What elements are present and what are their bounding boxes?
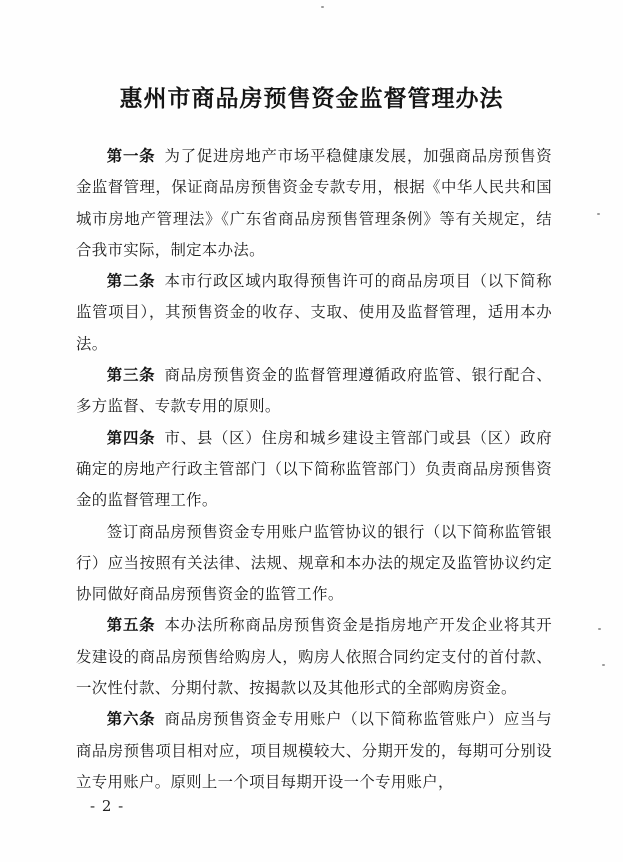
article-text: 市、县（区）住房和城乡建设主管部门或县（区）政府确定的房地产行政主管部门（以下简称监管部门）负责商品房预售资金的监督管理工作。 <box>76 428 552 510</box>
page-number: - 2 - <box>90 797 125 815</box>
article-number: 第四条 <box>106 428 156 447</box>
article-number: 第三条 <box>106 366 156 385</box>
paragraph-article-6 <box>76 704 552 798</box>
article-number: 第六条 <box>106 710 156 729</box>
paragraph-article-5 <box>76 610 552 704</box>
article-text: 本办法所称商品房预售资金是指房地产开发企业将其开发建设的商品房预售给购房人，购房人依照合同约定支付的首付款、一次性付款、分期付款、按揭款以及其他形式的全部购房资金。 <box>76 616 552 698</box>
paragraph-article-1 <box>76 141 552 266</box>
document-title: 惠州市商品房预售资金监督管理办法 <box>119 85 504 112</box>
scan-speck <box>597 213 600 215</box>
paragraph-article-4-continued <box>76 517 552 611</box>
article-text: 签订商品房预售资金专用账户监管协议的银行（以下简称监管银行）应当按照有关法律、法规、规章和本办法的规定及监管协议约定协同做好商品房预售资金的监管工作。 <box>76 522 552 604</box>
document-body <box>76 141 552 798</box>
article-number: 第五条 <box>106 616 156 635</box>
article-number: 第二条 <box>106 272 156 291</box>
article-text: 商品房预售资金的监督管理遵循政府监管、银行配合、多方监督、专款专用的原则。 <box>76 366 552 416</box>
article-text: 为了促进房地产市场平稳健康发展，加强商品房预售资金监督管理，保证商品房预售资金专款专用，根据《中华人民共和国城市房地产管理法》《广东省商品房预售管理条例》等有关规定，结合我市实际，制定本办法。 <box>76 147 552 259</box>
scan-speck <box>598 628 601 630</box>
article-number: 第一条 <box>106 147 156 165</box>
scan-speck <box>602 664 605 666</box>
paragraph-article-3 <box>76 360 552 423</box>
article-text: 本市行政区域内取得预售许可的商品房项目（以下简称监管项目），其预售资金的收存、支取、使用及监督管理，适用本办法。 <box>76 272 552 353</box>
paragraph-article-2 <box>76 266 552 360</box>
article-text: 商品房预售资金专用账户（以下简称监管账户）应当与商品房预售项目相对应，项目规模较大、分期开发的，每期可分别设立专用账户。原则上一个项目每期开设一个专用账户， <box>76 710 552 791</box>
scan-speck <box>321 6 324 8</box>
paragraph-article-4 <box>76 423 552 517</box>
